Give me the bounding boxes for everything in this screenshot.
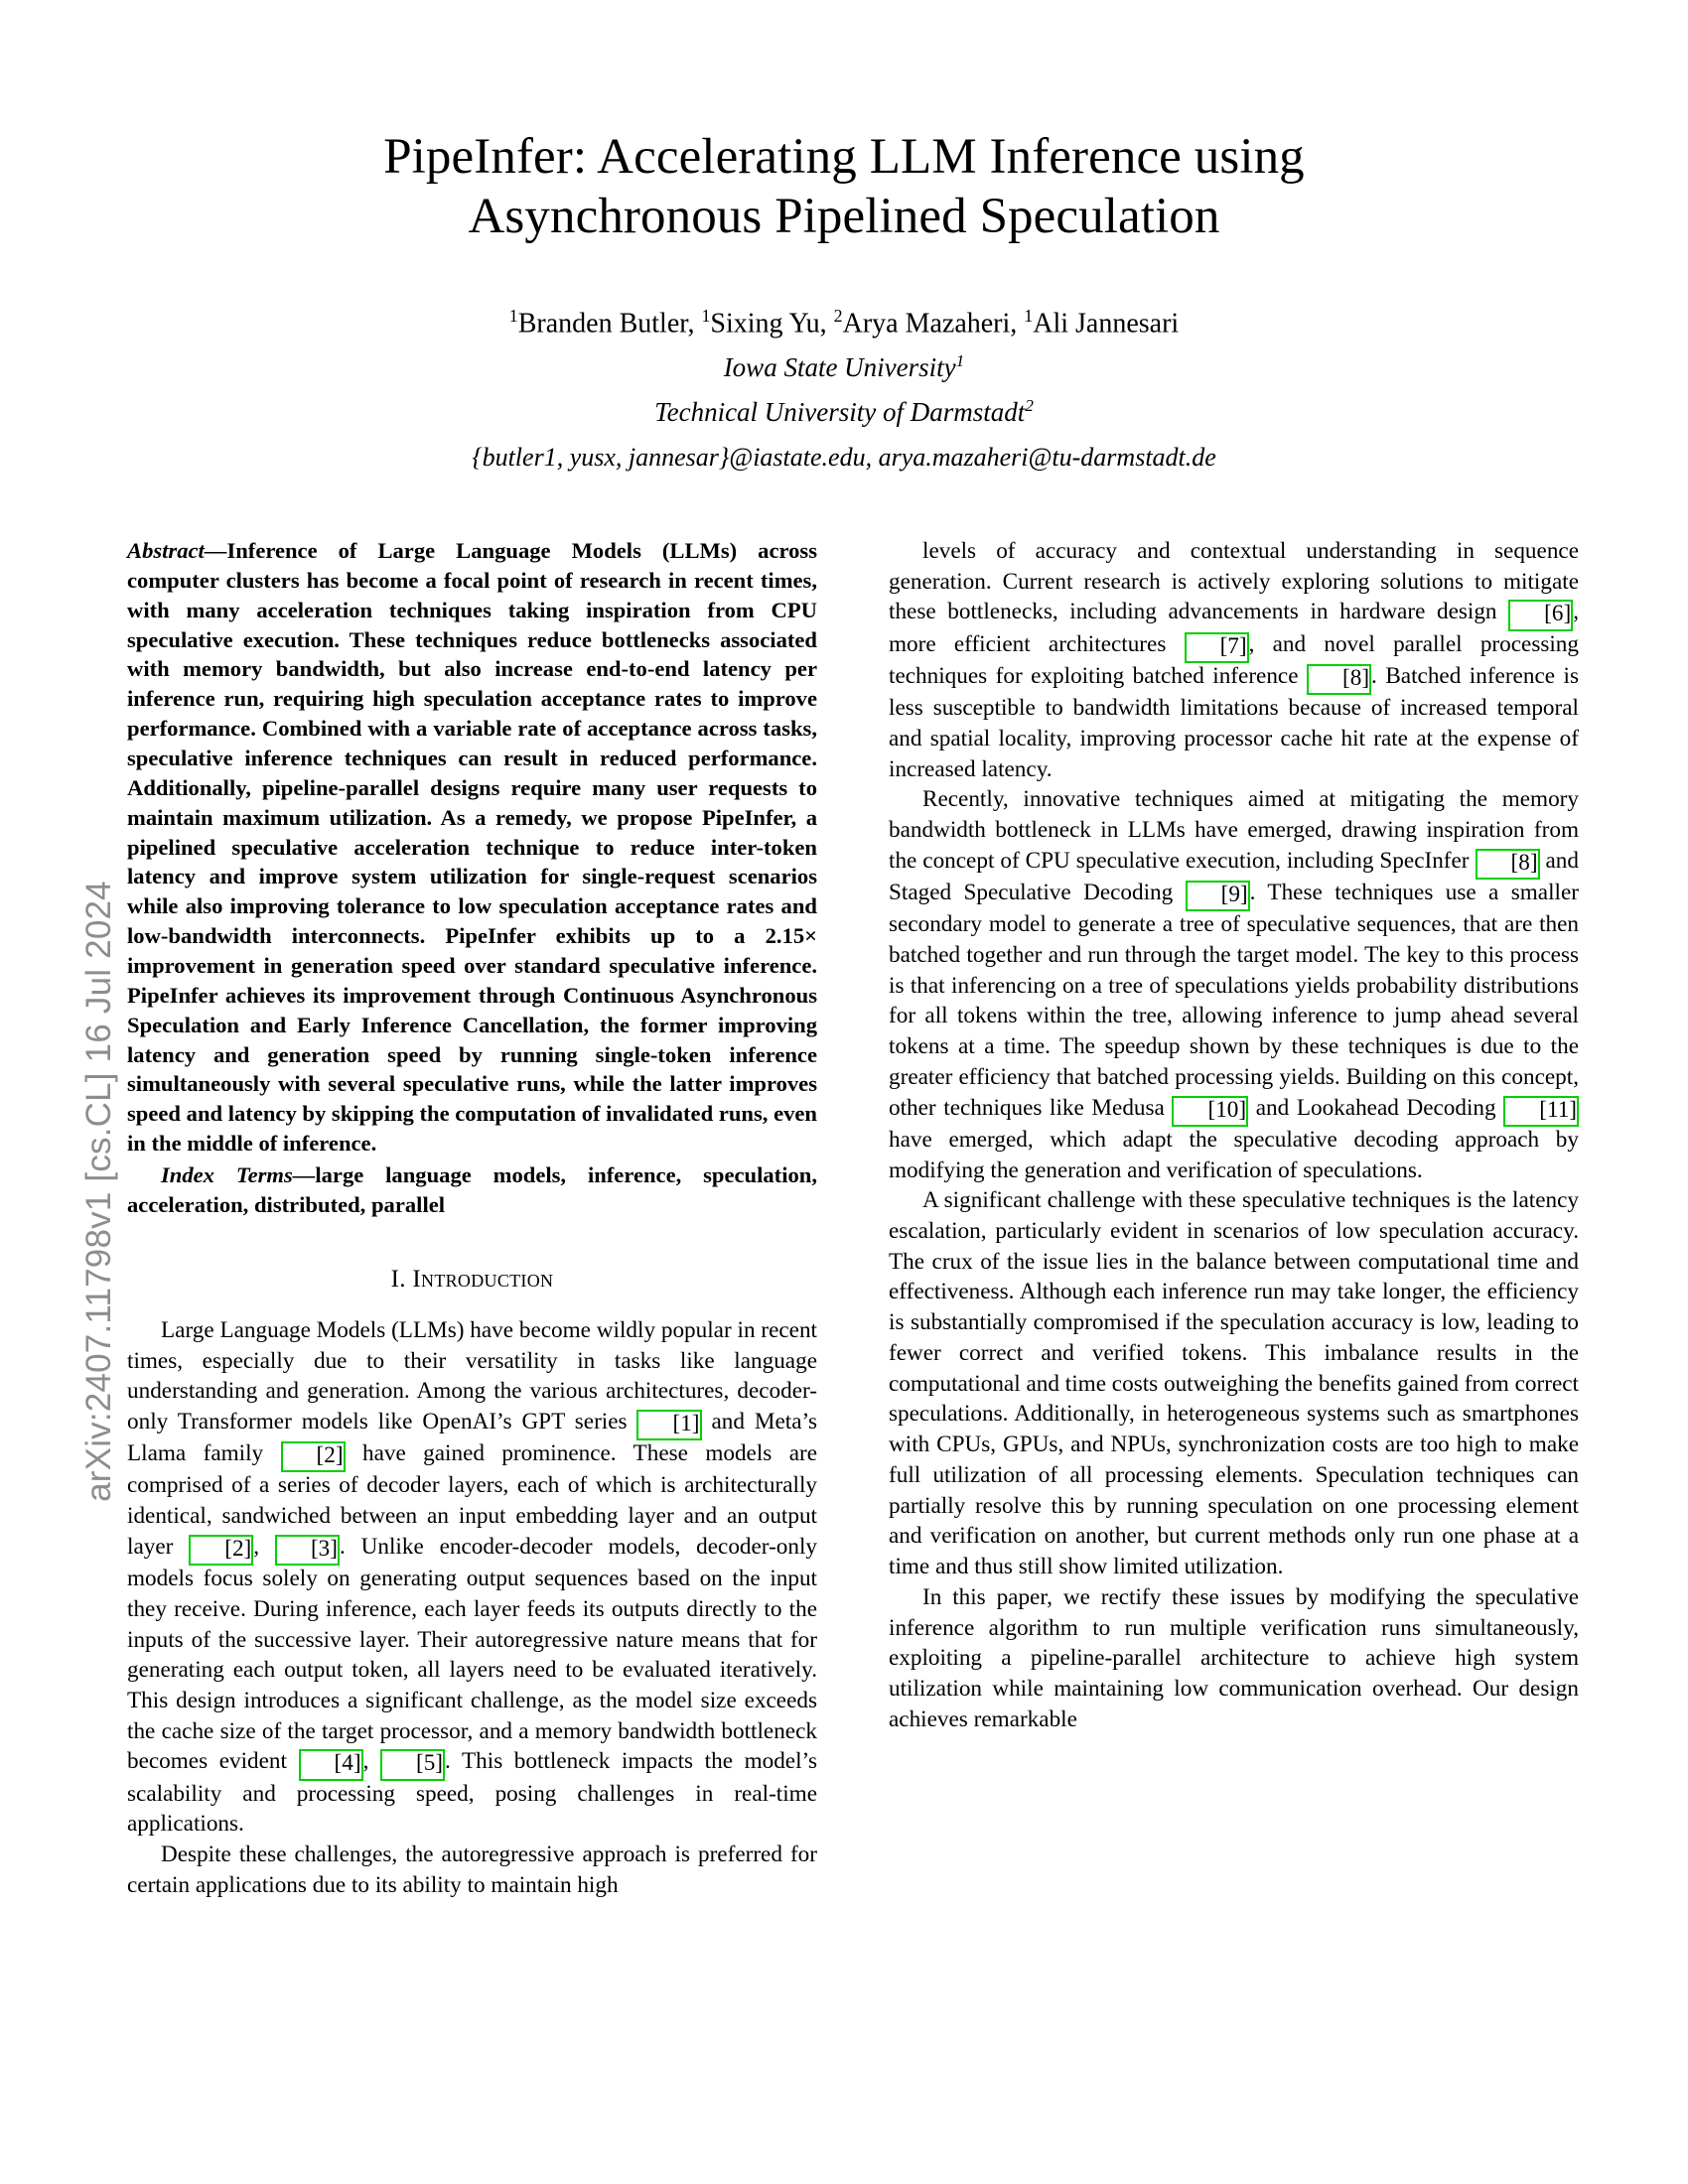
citation-link-3[interactable]: [3] (275, 1535, 340, 1566)
author-name: Ali Jannesari (1033, 308, 1180, 340)
body-paragraph: A significant challenge with these speculative techniques is the latency escalation, particularly evident in scenarios of low speculation accuracy. The crux of the issue lies in the balance between computational time and effectiveness. Although each inference run may take longer, the efficiency is substantially compromised if the speculation accuracy is low, leading to fewer correct and verified tokens. This imbalance results in the computational and time costs outweighing the benefits gained from correct speculations. Additionally, in heterogeneous systems such as smartphones with CPUs, GPUs, and NPUs, synchronization costs are too high to make full utilization of all processing elements. Speculation techniques can partially resolve this by running speculation on one processing element and verification on another, but current methods only run one phase at a time and thus still show limited utilization. (889, 1187, 1579, 1580)
citation-link-1[interactable]: [1] (636, 1410, 701, 1440)
body-paragraph: Recently, innovative techniques aimed at mitigating the memory bandwidth bottleneck in LLMs have emerged, drawing inspiration from the concept of CPU speculative execution, including SpecInfer [8] and Staged Speculative Decoding [9]. These techniques use a smaller secondary model to generate a tree of speculative sequences, that are then batched together and run through the target model. The key to this process is that inferencing on a tree of speculations yields probability distributions for all tokens within the tree, allowing inference to jump ahead several tokens at a time. The speedup shown by these techniques is due to the greater efficiency that batched processing yields. Building on this concept, other techniques like Medusa [10] and Lookahead Decoding [11] have emerged, which adapt the speculative decoding approach by modifying the generation and verification of speculations. (889, 786, 1579, 1183)
author-emails: {butler1, yusx, jannesar}@iastate.edu, arya.mazaheri@tu-darmstadt.de (472, 442, 1216, 472)
author-affil-marker: 1 (1024, 306, 1034, 327)
body-paragraph: levels of accuracy and contextual understanding in sequence generation. Current research is actively exploring solutions to mitigate these bottlenecks, including advancements in hardware design [6], more efficient architectures [7], and novel parallel processing techniques for exploiting batched inference [8]. Batched inference is less susceptible to bandwidth limitations because of increased temporal and spatial locality, improving processor cache hit rate at the expense of increased latency. (889, 538, 1579, 782)
page-title-line-2: Asynchronous Pipelined Speculation (468, 189, 1220, 245)
body-paragraph: In this paper, we rectify these issues by modifying the speculative inference algorithm to run multiple verification runs simultaneously, exploiting a pipeline-parallel architecture to achieve high system utilization while maintaining low communication overhead. Our design achieves remarkable (889, 1583, 1579, 1732)
citation-link-11[interactable]: [11] (1503, 1096, 1579, 1127)
affiliation-1 (129, 349, 1559, 386)
citation-link-5[interactable]: [5] (380, 1749, 445, 1780)
abstract-label: Abstract (127, 538, 205, 563)
two-column-body (127, 536, 1579, 2124)
left-column (127, 536, 817, 2124)
author-list (129, 304, 1559, 342)
citation-link-7[interactable]: [7] (1185, 632, 1249, 663)
citation-link-9[interactable]: [9] (1186, 881, 1250, 911)
body-paragraph: Despite these challenges, the autoregressive approach is preferred for certain applications due to its ability to maintain high (127, 1842, 817, 1898)
title-block (129, 127, 1559, 476)
section-title: Introduction (412, 1265, 554, 1293)
affiliation-name: Iowa State University (723, 352, 956, 383)
author-affil-marker: 1 (701, 306, 711, 327)
citation-link-8[interactable]: [8] (1476, 849, 1540, 880)
citation-link-2[interactable]: [2] (189, 1535, 253, 1566)
index-terms-label: Index Terms (161, 1162, 293, 1188)
citation-link-2[interactable]: [2] (281, 1441, 346, 1472)
section-heading-introduction (127, 1266, 817, 1294)
index-terms-body: large language models, inference, speculation, acceleration, distributed, parallel (127, 1162, 817, 1217)
affiliation-2 (129, 394, 1559, 431)
abstract-block (127, 536, 817, 1220)
body-paragraph: Large Language Models (LLMs) have become wildly popular in recent times, especially due to their versatility in tasks like language understanding and generation. Among the various architectures, decoder-only Transformer models like OpenAI’s GPT series [1] and Meta’s Llama family [2] have gained prominence. These models are comprised of a series of decoder layers, each of which is architecturally identical, sandwiched between an input embedding layer and an output layer [2], [3]. Unlike encoder-decoder models, decoder-only models focus solely on generating output sequences based on the input they receive. During inference, each layer feeds its outputs directly to the inputs of the successive layer. Their autoregressive nature means that for generating each output token, all layers need to be evaluated iteratively. This design introduces a significant challenge, as the model size exceeds the cache size of the target processor, and a memory bandwidth bottleneck becomes evident [4], [5]. This bottleneck impacts the model’s scalability and processing speed, posing challenges in real-time applications. (127, 1316, 818, 1838)
author-name: Sixing Yu, (710, 308, 834, 340)
index-terms-dash: — (292, 1162, 316, 1188)
page-title-line-1: PipeInfer: Accelerating LLM Inference using (383, 129, 1305, 185)
affiliation-name: Technical University of Darmstadt (654, 396, 1026, 427)
page-title (129, 127, 1559, 246)
abstract-dash: — (204, 538, 227, 563)
author-affil-marker: 2 (833, 306, 843, 327)
section-number: I. (390, 1265, 406, 1293)
arxiv-stamp-text: arXiv:2407.11798v1 [cs.CL] 16 Jul 2024 (79, 881, 118, 1502)
affiliation-marker: 2 (1025, 395, 1034, 415)
abstract-body: Inference of Large Language Models (LLMs) across computer clusters has become a focal point of research in recent times, with many acceleration techniques taking inspiration from CPU speculative execution. These techniques reduce bottlenecks associated with memory bandwidth, but also increase end-to-end latency per inference run, requiring high speculation acceptance rates to improve performance. Combined with a variable rate of acceptance across tasks, speculative inference techniques can result in reduced performance. Additionally, pipeline-parallel designs require many user requests to maintain maximum utilization. As a remedy, we propose PipeInfer, a pipelined speculative acceleration technique to reduce inter-token latency and improve system utilization for single-request scenarios while also improving tolerance to low speculation acceptance rates and low-bandwidth interconnects. PipeInfer exhibits up to a 2.15× improvement in generation speed over standard speculative inference. PipeInfer achieves its improvement through Continuous Asynchronous Speculation and Early Inference Cancellation, the former improving latency and generation speed by running single-token inference simultaneously with several speculative runs, while the latter improves speed and latency by skipping the computation of invalidated runs, even in the middle of inference. (127, 538, 817, 1157)
citation-link-8[interactable]: [8] (1307, 664, 1371, 695)
citation-link-6[interactable]: [6] (1508, 600, 1573, 630)
right-column (889, 536, 1579, 2124)
author-name: Branden Butler, (517, 308, 702, 340)
abstract-paragraph (127, 536, 817, 1159)
affiliation-marker: 1 (955, 351, 965, 371)
author-name: Arya Mazaheri, (842, 308, 1025, 340)
citation-link-4[interactable]: [4] (299, 1749, 363, 1780)
left-column-paragraphs (127, 1315, 817, 1901)
right-column-paragraphs (889, 536, 1579, 1734)
citation-link-10[interactable]: [10] (1172, 1096, 1248, 1127)
author-affil-marker: 1 (508, 306, 518, 327)
index-terms-paragraph (127, 1160, 817, 1220)
